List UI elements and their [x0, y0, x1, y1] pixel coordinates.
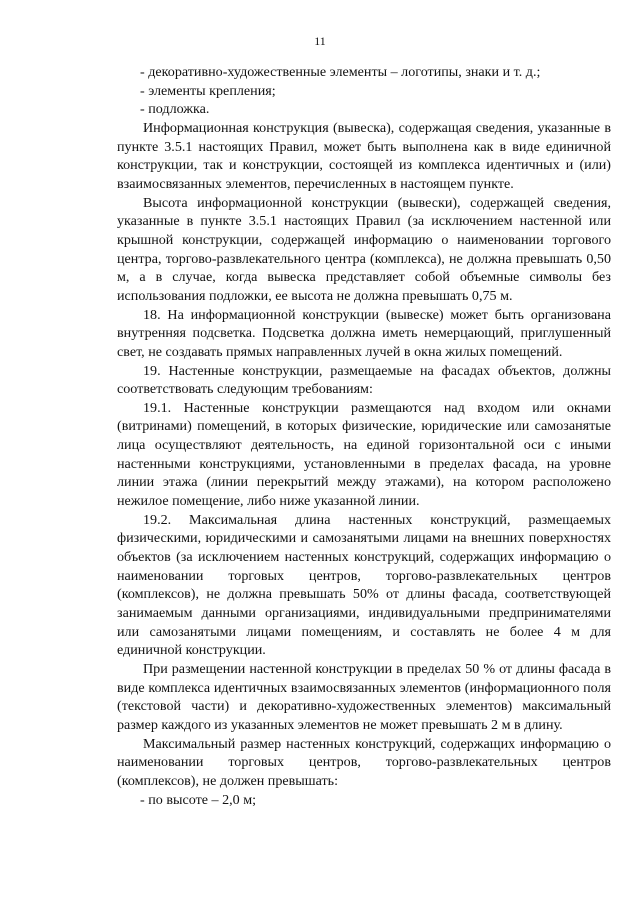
list-item-decorative-elements: - декоративно-художественные элементы – логотипы, знаки и т. д.; — [140, 64, 541, 80]
paragraph-section-18: 18. На информационной конструкции (вывеске) может быть организована внутренняя подсветка. Подсветка должна иметь немерцающий, приглушенный свет, не создавать прямых направленных лучей в окна жилых помещений. — [117, 306, 611, 360]
paragraph-sign-composition: Информационная конструкция (вывеска), содержащая сведения, указанные в пункте 3.5.1 настоящих Правил, может быть выполнена как в виде единичной конструкции, так и конструкции, состоящей из комплекса идентичных и (или) взаимосвязанных элементов, перечисленных в настоящем пункте. — [117, 119, 611, 192]
paragraph-section-19: 19. Настенные конструкции, размещаемые на фасадах объектов, должны соответствовать следующим требованиям: — [117, 362, 611, 398]
paragraph-section-19-1: 19.1. Настенные конструкции размещаются над входом или окнами (витринами) помещений, в которых физические, юридические или самозанятые лица осуществляют деятельность, на единой горизонтальной оси с иными настенными конструкциями, установленными в пределах фасада, на уровне линии этажа (линии перекрытий между этажами), на котором расположено нежилое помещение, либо ниже указанной линии. — [117, 399, 611, 510]
list-item-backing: - подложка. — [140, 101, 210, 118]
paragraph-max-size: Максимальный размер настенных конструкций, содержащих информацию о наименовании торговых центров, торгово-развлекательных центров (комплексов), не должен превышать: — [117, 735, 611, 789]
page-number: 11 — [314, 34, 326, 48]
list-item-fastening-elements: - элементы крепления; — [140, 82, 276, 99]
document-body — [117, 63, 611, 809]
paragraph-sign-height: Высота информационной конструкции (вывески), содержащей сведения, указанные в пункте 3.5.1 настоящих Правил (за исключением настенной или крышной конструкции, содержащей информацию о наименовании торгового центра, торгово-развлекательного центра (комплекса), не должна превышать 0,50 м, а в случае, когда вывеска представляет собой объемные символы без использования подложки, ее высота не должна превышать 0,75 м. — [117, 194, 611, 304]
paragraph-section-19-2: 19.2. Максимальная длина настенных конструкций, размещаемых физическими, юридическими и самозанятыми лицами на внешних поверхностях объектов (за исключением настенных конструкций, содержащих информацию о наименовании торговых центров, торгово-развлекательных центров (комплексов), не должна превышать 50% от длины фасада, соответствующей занимаемым данными организациями, индивидуальными предпринимателями или самозанятыми лицами помещениям, и составлять не более 4 м для единичной конструкции. — [117, 511, 611, 659]
paragraph-complex-elements: При размещении настенной конструкции в пределах 50 % от длины фасада в виде комплекса идентичных взаимосвязанных элементов (информационного поля (текстовой части) и декоративно-художественных элементов) максимальный размер каждого из указанных элементов не может превышать 2 м в длину. — [117, 661, 611, 733]
list-item-max-height: - по высоте – 2,0 м; — [140, 791, 257, 808]
